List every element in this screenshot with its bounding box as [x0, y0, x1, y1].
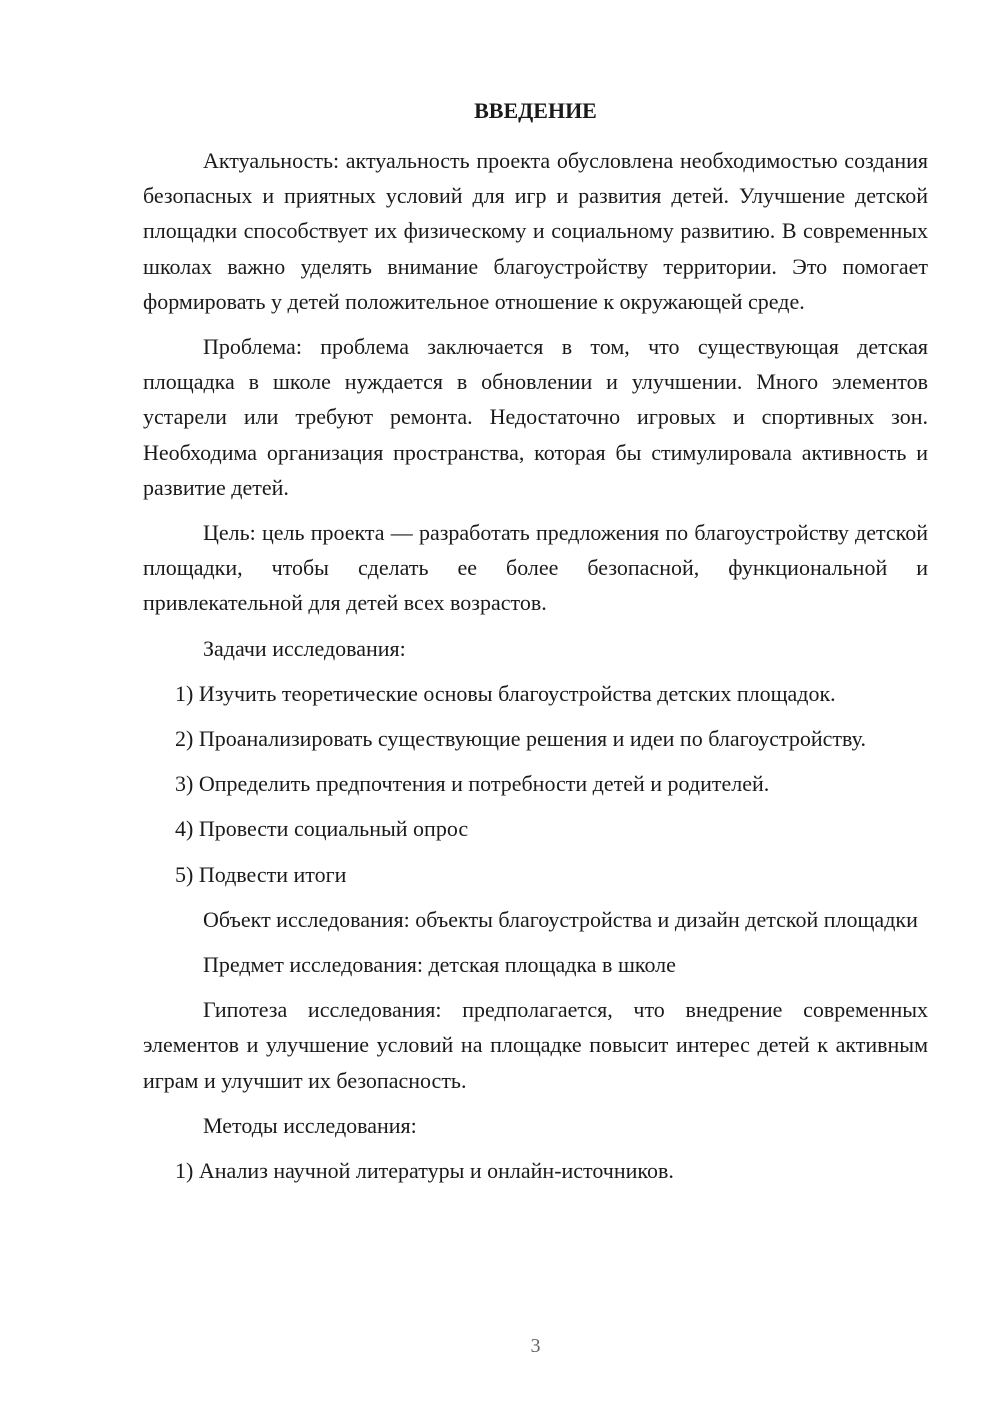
paragraph-relevance: Актуальность: актуальность проекта обусловлена необходимостью создания безопасных и приятных условий для игр и развития детей. Улучшение детской площадки способствует их физическому и социальному развитию. В современных школах важно уделять внимание благоустройству территории. Это помогает формировать у детей положительное отношение к окружающей среде.	[143, 148, 928, 314]
methods-heading: Методы исследования:	[203, 1112, 417, 1138]
method-item-1: 1) Анализ научной литературы и онлайн-источников.	[175, 1158, 674, 1184]
paragraph-subject: Предмет исследования: детская площадка в школе	[203, 952, 676, 978]
section-title: ВВЕДЕНИЕ	[474, 98, 597, 123]
paragraph-object: Объект исследования: объекты благоустройства и дизайн детской площадки	[203, 906, 918, 932]
page-number: 3	[530, 1335, 541, 1357]
paragraph-problem: Проблема: проблема заключается в том, что существующая детская площадка в школе нуждается в обновлении и улучшении. Много элементов устарели или требуют ремонта. Недостаточно игровых и спортивных зон. Необходима организация пространства, которая бы стимулировала активность и развитие детей.	[143, 334, 928, 500]
task-item-2: 2) Проанализировать существующие решения и идеи по благоустройству.	[175, 726, 866, 752]
paragraph-goal: Цель: цель проекта — разработать предложения по благоустройству детской площадки, чтобы сделать ее более безопасной, функциональной и привлекательной для детей всех возрастов.	[143, 520, 928, 616]
document-body	[143, 143, 928, 1198]
paragraph-hypothesis: Гипотеза исследования: предполагается, что внедрение современных элементов и улучшение условий на площадке повысит интерес детей к активным играм и улучшит их безопасность.	[143, 997, 928, 1093]
tasks-heading: Задачи исследования:	[203, 635, 406, 661]
task-item-4: 4) Провести социальный опрос	[175, 816, 469, 842]
task-item-1: 1) Изучить теоретические основы благоустройства детских площадок.	[175, 680, 836, 706]
task-item-5: 5) Подвести итоги	[175, 861, 347, 887]
task-item-3: 3) Определить предпочтения и потребности детей и родителей.	[175, 771, 770, 797]
